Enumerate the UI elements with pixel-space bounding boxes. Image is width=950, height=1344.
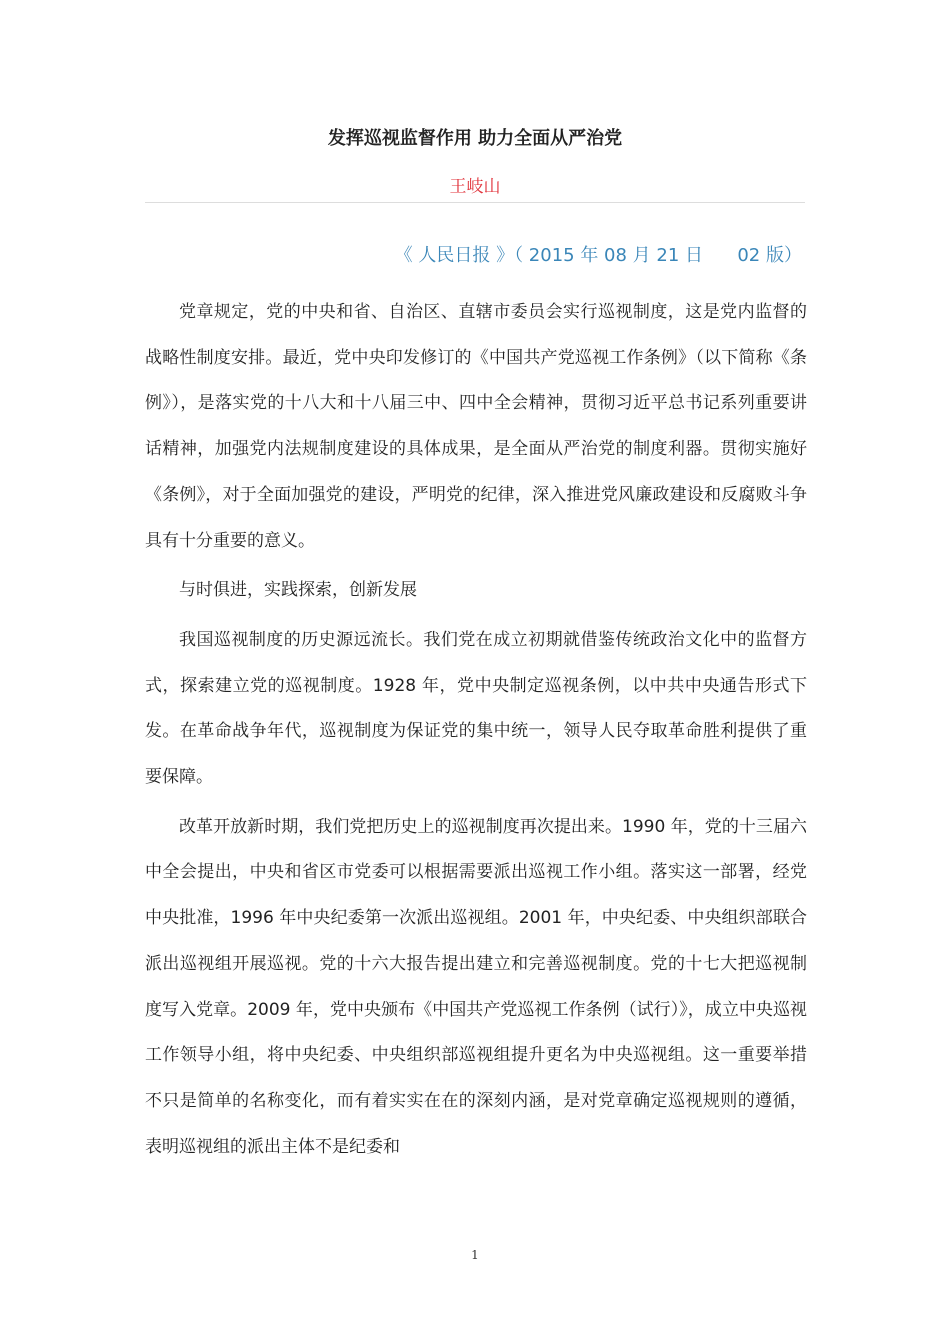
paragraph: 党章规定，党的中央和省、自治区、直辖市委员会实行巡视制度，这是党内监督的战略性制度安排。最近，党中央印发修订的《中国共产党巡视工作条例》（以下简称《条例》），是落实党的十八大和十八届三中、四中全会精神，贯彻习近平总书记系列重要讲话精神，加强党内法规制度建设的具体成果，是全面从严治党的制度利器。贯彻实施好《条例》，对于全面加强党的建设，严明党的纪律，深入推进党风廉政建设和反腐败斗争具有十分重要的意义。: [145, 302, 807, 551]
paragraph: 改革开放新时期，我们党把历史上的巡视制度再次提出来。1990 年，党的十三届六中全会提出，中央和省区市党委可以根据需要派出巡视工作小组。落实这一部署，经党中央批准，1996 年中央纪委第一次派出巡视组。2001 年，中央纪委、中央组织部联合派出巡视组开展巡视。党的十六大报告提出建立和完善巡视制度。党的十七大把巡视制度写入党章。2009 年，党中央颁布《中国共产党巡视工作条例（试行）》，成立中央巡视工作领导小组，将中央纪委、中央组织部巡视组提升更名为中央巡视组。这一重要举措不只是简单的名称变化，而有着实实在在的深刻内涵，是对党章确定巡视规则的遵循，表明巡视组的派出主体不是纪委和: [145, 816, 807, 1157]
article-author: 王岐山: [449, 177, 501, 197]
article-title: 发挥巡视监督作用 助力全面从严治党: [327, 128, 623, 149]
title-divider: [145, 202, 805, 203]
page-number: 1: [471, 1248, 479, 1262]
section-heading: 与时俱进，实践探索，创新发展: [179, 580, 417, 601]
paragraph: 我国巡视制度的历史源远流长。我们党在成立初期就借鉴传统政治文化中的监督方式，探索建立党的巡视制度。1928 年，党中央制定巡视条例，以中共中央通告形式下发。在革命战争年代，巡视制度为保证党的集中统一，领导人民夺取革命胜利提供了重要保障。: [145, 629, 807, 788]
article-body: [145, 290, 807, 1174]
article-source: 《 人民日报 》（ 2015 年 08 月 21 日 02 版）: [394, 245, 802, 266]
